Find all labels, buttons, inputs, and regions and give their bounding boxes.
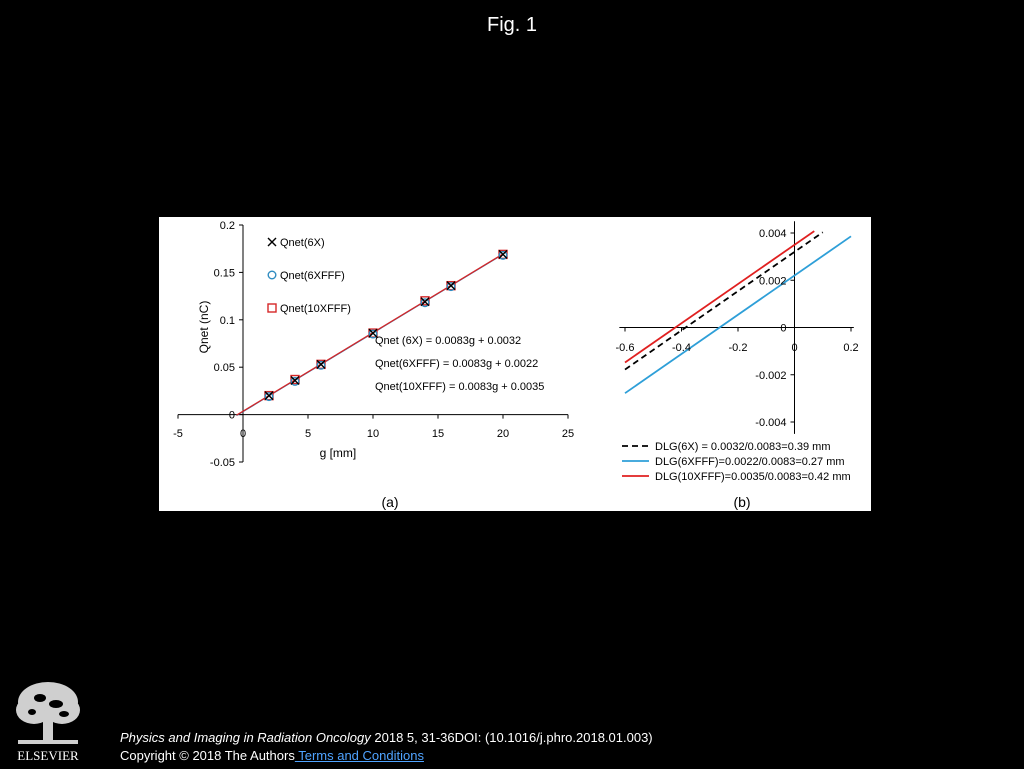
chart-b-x-tick-label: 0 (791, 342, 798, 354)
citation-journal: Physics and Imaging in Radiation Oncology (120, 730, 371, 745)
chart-b-series-line (625, 236, 851, 393)
chart-a-legend-symbol (268, 238, 276, 246)
publisher-logo (10, 680, 86, 764)
chart-a-y-tick-label: 0.15 (213, 267, 235, 280)
chart-a-legend-label: Qnet(6X) (280, 237, 325, 249)
chart-a-equation: Qnet(10XFFF) = 0.0083g + 0.0035 (375, 381, 545, 393)
elsevier-tree-icon (10, 680, 86, 764)
chart-b-x-tick-label: -0.2 (728, 342, 748, 354)
chart-b-series-line (625, 231, 814, 362)
chart-a-y-tick-label: 0.05 (213, 362, 235, 375)
chart-b-y-tick-label: -0.004 (755, 417, 787, 429)
figure-title: Fig. 1 (486, 14, 538, 36)
chart-a-x-tick-label: -5 (173, 428, 183, 440)
chart-b-y-tick-label: -0.002 (755, 369, 787, 382)
chart-b-x-tick-label: -0.6 (615, 342, 635, 354)
chart-a-legend-label: Qnet(6XFFF) (280, 270, 345, 282)
chart-b-legend-label: DLG(10XFFF)=0.0035/0.0083=0.42 mm (655, 471, 851, 483)
chart-a-x-tick-label: 25 (561, 428, 575, 440)
chart-b-y-tick-label: 0 (780, 322, 787, 335)
figure-panel (159, 217, 871, 511)
chart-a-legend-label: Qnet(10XFFF) (280, 303, 351, 315)
copyright-line (120, 748, 424, 763)
chart-b-legend-label: DLG(6X) = 0.0032/0.0083=0.39 mm (655, 441, 831, 453)
chart-b-x-tick-label: -0.4 (672, 342, 691, 354)
chart-a-x-tick-label: 5 (304, 428, 312, 440)
chart-a-equation: Qnet(6XFFF) = 0.0083g + 0.0022 (375, 358, 539, 370)
terms-and-conditions-link[interactable]: Terms and Conditions (294, 748, 424, 763)
chart-a-x-tick-label: 15 (431, 428, 445, 440)
chart-a-y-tick-label: -0.05 (209, 457, 235, 469)
chart-a-panel-label: (a) (381, 494, 399, 510)
chart-a-y-tick-label: 0 (228, 409, 235, 422)
chart-a-legend-symbol (268, 271, 276, 279)
chart-b-legend-label: DLG(6XFFF)=0.0022/0.0083=0.27 mm (655, 456, 845, 468)
chart-a-y-axis-title: Qnet (nC) (197, 300, 211, 354)
copyright-text: Copyright © 2018 The Authors (120, 748, 295, 763)
chart-a-y-tick-label: 0.2 (219, 220, 235, 232)
chart-a-y-tick-label: 0.1 (219, 314, 235, 327)
chart-b-x-tick-label: 0.2 (843, 342, 859, 354)
citation (120, 730, 653, 745)
chart-a-legend-symbol (268, 304, 276, 312)
figure-charts (159, 217, 871, 511)
chart-b-y-tick-label: 0.004 (758, 228, 787, 240)
citation-details: 2018 5, 31-36DOI: (10.1016/j.phro.2018.01.003) (370, 730, 653, 745)
chart-b-y-tick-label: 0.002 (758, 275, 787, 288)
chart-a-x-tick-label: 0 (239, 428, 247, 440)
chart-b-panel-label: (b) (733, 494, 751, 510)
chart-a-equation: Qnet (6X) = 0.0083g + 0.0032 (375, 335, 522, 347)
chart-a-x-tick-label: 10 (366, 428, 380, 440)
chart-a-x-tick-label: 20 (496, 428, 510, 440)
chart-a-x-axis-title: g [mm] (319, 446, 357, 460)
publisher-logo-text: ELSEVIER (17, 748, 79, 763)
